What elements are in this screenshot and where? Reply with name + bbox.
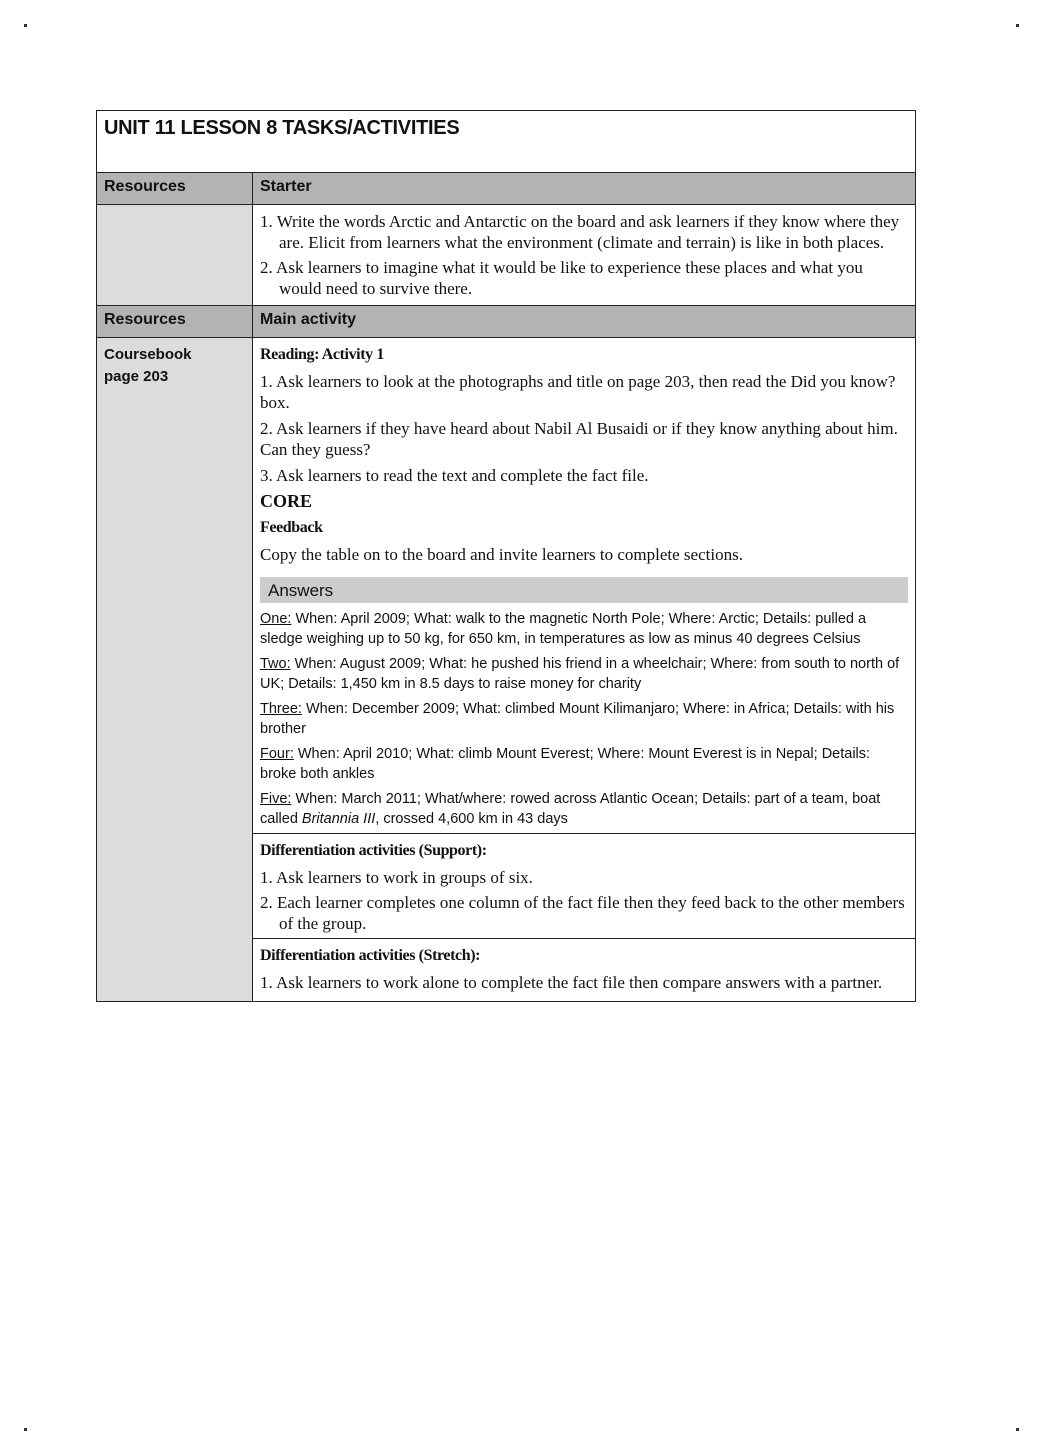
answer-text: When: March 2011; What/where: rowed across Atlantic Ocean; Details: part of a team, boat called [260, 791, 881, 827]
answer-label: Four: [260, 746, 294, 762]
main-item: 2. Ask learners if they have heard about Nabil Al Busaidi or if they know anything about him. Can they guess? [260, 419, 898, 459]
lesson-table [96, 110, 916, 1002]
reading-title: Reading: Activity 1 [260, 346, 384, 363]
starter-item: 2. Ask learners to imagine what it would be like to experience these places and what you would need to survive there. [260, 258, 863, 298]
stretch-section [253, 938, 915, 993]
main-content [253, 338, 915, 1001]
main-header-row [97, 306, 915, 338]
main-item: 1. Ask learners to look at the photographs and title on page 203, then read the Did you know? box. [260, 372, 896, 412]
main-activity-header: Main activity [260, 311, 357, 328]
answer-item [260, 699, 908, 739]
coursebook-reference: Coursebook page 203 [104, 346, 192, 385]
corner-mark-top-right [1016, 24, 1019, 27]
answer-label: Three: [260, 701, 302, 717]
corner-mark-bottom-left [24, 1428, 27, 1431]
answer-text: When: April 2009; What: walk to the magnetic North Pole; Where: Arctic; Details: pulled a sledge weighing up to 50 kg, for 650 km, in temperatures as low as minus 40 degrees Celsius [260, 611, 867, 647]
title-row [97, 111, 915, 173]
support-item: 1. Ask learners to work in groups of six. [260, 868, 533, 887]
corner-mark-top-left [24, 24, 27, 27]
support-section [253, 833, 915, 934]
main-item: 3. Ask learners to read the text and complete the fact file. [260, 466, 649, 485]
stretch-title: Differentiation activities (Stretch): [260, 947, 481, 964]
resources-header: Resources [97, 306, 253, 337]
feedback-text: Copy the table on to the board and invite learners to complete sections. [260, 545, 743, 564]
answer-text: When: August 2009; What: he pushed his friend in a wheelchair; Where: from south to north of UK; Details: 1,450 km in 8.5 days to raise money for charity [260, 656, 900, 692]
resources-header: Resources [97, 173, 253, 204]
answer-label: Five: [260, 791, 292, 807]
answer-item [260, 609, 908, 649]
core-label: CORE [260, 491, 313, 511]
answer-item [260, 654, 908, 694]
feedback-label: Feedback [260, 519, 323, 536]
answers-header: Answers [260, 577, 908, 603]
starter-row [97, 205, 915, 306]
page-title: UNIT 11 LESSON 8 TASKS/ACTIVITIES [104, 117, 460, 139]
answer-label: One: [260, 611, 292, 627]
starter-item: 1. Write the words Arctic and Antarctic on the board and ask learners if they know where they are. Elicit from learners what the environment (climate and terrain) is like in both places. [260, 212, 900, 252]
answer-text: , crossed 4,600 km in 43 days [375, 811, 568, 827]
starter-header: Starter [260, 178, 312, 195]
answer-item [260, 789, 908, 829]
starter-content [253, 205, 915, 305]
support-item: 2. Each learner completes one column of the fact file then they feed back to the other members of the group. [260, 893, 905, 933]
starter-header-row [97, 173, 915, 205]
answer-item [260, 744, 908, 784]
main-row [97, 338, 915, 1001]
support-title: Differentiation activities (Support): [260, 842, 487, 859]
corner-mark-bottom-right [1016, 1428, 1019, 1431]
starter-resources [97, 205, 253, 305]
answer-text: When: April 2010; What: climb Mount Everest; Where: Mount Everest is in Nepal; Details: broke both ankles [260, 746, 871, 782]
answer-label: Two: [260, 656, 291, 672]
main-resources [97, 338, 253, 1001]
boat-name: Britannia III [301, 811, 376, 827]
stretch-item: 1. Ask learners to work alone to complete the fact file then compare answers with a partner. [260, 973, 883, 992]
answer-text: When: December 2009; What: climbed Mount Kilimanjaro; Where: in Africa; Details: with his brother [260, 701, 895, 737]
